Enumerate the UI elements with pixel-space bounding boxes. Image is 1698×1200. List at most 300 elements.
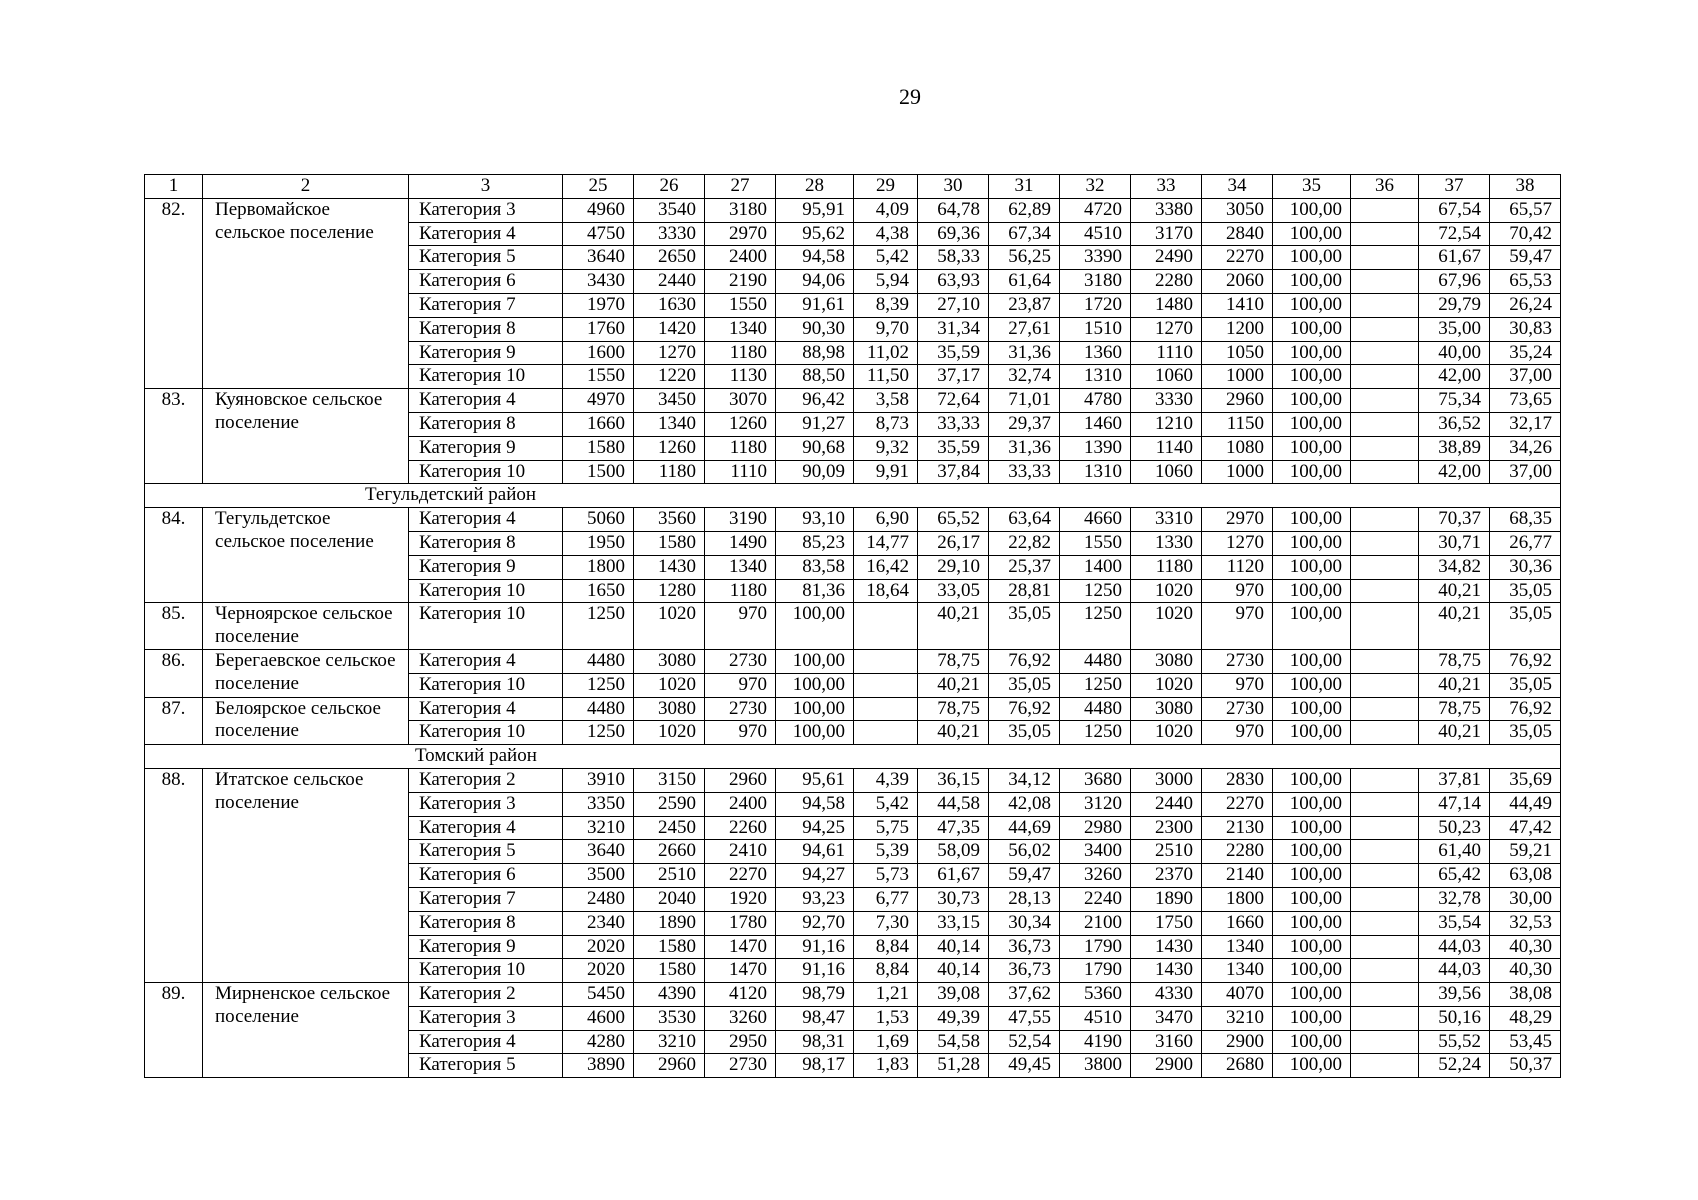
value-cell: 1580 (634, 959, 705, 983)
value-cell (1351, 1030, 1419, 1054)
value-cell: 2140 (1202, 864, 1273, 888)
value-cell: 3070 (705, 389, 776, 413)
category-cell: Категория 4 (409, 649, 563, 673)
value-cell (1351, 792, 1419, 816)
value-cell (854, 721, 918, 745)
value-cell: 5,73 (854, 864, 918, 888)
row-number: 89. (145, 983, 203, 1078)
header-cell: 28 (776, 175, 854, 199)
value-cell: 9,70 (854, 317, 918, 341)
value-cell (1351, 317, 1419, 341)
value-cell: 1340 (1202, 935, 1273, 959)
value-cell: 100,00 (1273, 365, 1351, 389)
value-cell (1351, 365, 1419, 389)
header-cell: 34 (1202, 175, 1273, 199)
value-cell: 1180 (705, 436, 776, 460)
value-cell: 3190 (705, 508, 776, 532)
value-cell: 1250 (1060, 721, 1131, 745)
value-cell: 1080 (1202, 436, 1273, 460)
value-cell (1351, 935, 1419, 959)
value-cell: 90,09 (776, 460, 854, 484)
value-cell (1351, 983, 1419, 1007)
value-cell: 1150 (1202, 412, 1273, 436)
value-cell: 35,05 (989, 603, 1060, 650)
value-cell: 58,33 (918, 246, 989, 270)
value-cell: 61,67 (918, 864, 989, 888)
value-cell: 1020 (1131, 603, 1202, 650)
value-cell: 3890 (563, 1054, 634, 1078)
header-cell: 36 (1351, 175, 1419, 199)
value-cell: 33,33 (918, 412, 989, 436)
value-cell: 35,59 (918, 436, 989, 460)
value-cell: 36,73 (989, 935, 1060, 959)
value-cell: 1950 (563, 531, 634, 555)
value-cell (1351, 864, 1419, 888)
value-cell: 37,17 (918, 365, 989, 389)
value-cell: 3800 (1060, 1054, 1131, 1078)
value-cell: 96,42 (776, 389, 854, 413)
value-cell: 100,00 (1273, 1054, 1351, 1078)
value-cell: 1430 (1131, 935, 1202, 959)
value-cell: 2020 (563, 935, 634, 959)
value-cell: 44,03 (1419, 959, 1490, 983)
value-cell: 72,54 (1419, 222, 1490, 246)
value-cell: 4,39 (854, 768, 918, 792)
value-cell: 47,55 (989, 1006, 1060, 1030)
value-cell: 2020 (563, 959, 634, 983)
value-cell: 1580 (634, 531, 705, 555)
value-cell: 14,77 (854, 531, 918, 555)
category-cell: Категория 4 (409, 508, 563, 532)
value-cell: 970 (1202, 721, 1273, 745)
value-cell: 1250 (563, 673, 634, 697)
value-cell: 100,00 (1273, 935, 1351, 959)
category-cell: Категория 9 (409, 436, 563, 460)
value-cell: 1180 (634, 460, 705, 484)
value-cell: 4750 (563, 222, 634, 246)
value-cell: 1480 (1131, 293, 1202, 317)
value-cell: 1500 (563, 460, 634, 484)
value-cell: 2040 (634, 887, 705, 911)
value-cell: 3050 (1202, 198, 1273, 222)
table-row (145, 768, 1561, 792)
value-cell: 4480 (1060, 697, 1131, 721)
value-cell: 25,37 (989, 555, 1060, 579)
category-cell: Категория 7 (409, 887, 563, 911)
value-cell: 1270 (634, 341, 705, 365)
value-cell: 2280 (1202, 840, 1273, 864)
value-cell: 94,27 (776, 864, 854, 888)
value-cell: 2340 (563, 911, 634, 935)
value-cell: 3,58 (854, 389, 918, 413)
value-cell: 31,36 (989, 341, 1060, 365)
value-cell: 3910 (563, 768, 634, 792)
header-cell: 37 (1419, 175, 1490, 199)
value-cell: 1310 (1060, 365, 1131, 389)
category-cell: Категория 10 (409, 460, 563, 484)
value-cell: 83,58 (776, 555, 854, 579)
value-cell: 50,16 (1419, 1006, 1490, 1030)
value-cell: 52,24 (1419, 1054, 1490, 1078)
value-cell: 94,58 (776, 246, 854, 270)
header-cell: 1 (145, 175, 203, 199)
settlement-name: Куяновское сельское поселение (203, 389, 409, 484)
value-cell: 2440 (634, 270, 705, 294)
value-cell: 1340 (634, 412, 705, 436)
value-cell (1351, 508, 1419, 532)
value-cell: 81,36 (776, 579, 854, 603)
category-cell: Категория 6 (409, 270, 563, 294)
value-cell: 100,00 (1273, 317, 1351, 341)
value-cell: 37,00 (1490, 460, 1561, 484)
value-cell: 35,05 (1490, 673, 1561, 697)
value-cell: 1180 (1131, 555, 1202, 579)
value-cell: 5360 (1060, 983, 1131, 1007)
value-cell: 2060 (1202, 270, 1273, 294)
value-cell: 50,23 (1419, 816, 1490, 840)
header-cell: 29 (854, 175, 918, 199)
value-cell: 1400 (1060, 555, 1131, 579)
category-cell: Категория 4 (409, 389, 563, 413)
value-cell: 1000 (1202, 365, 1273, 389)
value-cell: 2400 (705, 246, 776, 270)
value-cell: 1550 (705, 293, 776, 317)
category-cell: Категория 5 (409, 1054, 563, 1078)
value-cell: 30,36 (1490, 555, 1561, 579)
value-cell: 32,74 (989, 365, 1060, 389)
value-cell: 3210 (1202, 1006, 1273, 1030)
value-cell: 3390 (1060, 246, 1131, 270)
settlement-name: Тегульдетское сельское поселение (203, 508, 409, 603)
value-cell: 47,35 (918, 816, 989, 840)
header-cell: 27 (705, 175, 776, 199)
value-cell: 9,91 (854, 460, 918, 484)
value-cell: 2190 (705, 270, 776, 294)
value-cell: 40,21 (918, 603, 989, 650)
value-cell: 1250 (1060, 673, 1131, 697)
value-cell (1351, 460, 1419, 484)
value-cell: 3470 (1131, 1006, 1202, 1030)
value-cell: 5060 (563, 508, 634, 532)
value-cell: 2370 (1131, 864, 1202, 888)
value-cell: 2730 (705, 1054, 776, 1078)
value-cell: 51,28 (918, 1054, 989, 1078)
district-name: Тегульдетский район (145, 484, 1561, 508)
value-cell: 48,29 (1490, 1006, 1561, 1030)
value-cell: 49,45 (989, 1054, 1060, 1078)
value-cell: 44,58 (918, 792, 989, 816)
value-cell (1351, 436, 1419, 460)
value-cell: 2240 (1060, 887, 1131, 911)
value-cell: 1020 (634, 603, 705, 650)
value-cell: 1130 (705, 365, 776, 389)
value-cell: 40,21 (1419, 721, 1490, 745)
value-cell: 3170 (1131, 222, 1202, 246)
value-cell: 3310 (1131, 508, 1202, 532)
value-cell: 1600 (563, 341, 634, 365)
value-cell: 95,62 (776, 222, 854, 246)
table-row (145, 983, 1561, 1007)
category-cell: Категория 8 (409, 531, 563, 555)
value-cell: 1890 (1131, 887, 1202, 911)
value-cell: 100,00 (1273, 579, 1351, 603)
value-cell: 40,21 (1419, 579, 1490, 603)
value-cell: 40,30 (1490, 959, 1561, 983)
value-cell: 2450 (634, 816, 705, 840)
header-cell: 32 (1060, 175, 1131, 199)
category-cell: Категория 3 (409, 792, 563, 816)
category-cell: Категория 9 (409, 935, 563, 959)
row-number: 82. (145, 198, 203, 388)
value-cell: 1580 (634, 935, 705, 959)
value-cell: 1140 (1131, 436, 1202, 460)
settlement-name: Берегаевское сельское поселение (203, 649, 409, 697)
value-cell: 1330 (1131, 531, 1202, 555)
value-cell: 91,16 (776, 959, 854, 983)
value-cell: 2270 (705, 864, 776, 888)
value-cell (1351, 293, 1419, 317)
value-cell: 35,54 (1419, 911, 1490, 935)
header-cell: 31 (989, 175, 1060, 199)
value-cell: 100,00 (1273, 508, 1351, 532)
value-cell: 30,71 (1419, 531, 1490, 555)
value-cell: 67,96 (1419, 270, 1490, 294)
value-cell: 49,39 (918, 1006, 989, 1030)
value-cell: 970 (705, 721, 776, 745)
settlement-name: Итатское сельское поселение (203, 768, 409, 982)
value-cell: 29,79 (1419, 293, 1490, 317)
value-cell: 1180 (705, 341, 776, 365)
value-cell: 88,98 (776, 341, 854, 365)
value-cell: 8,39 (854, 293, 918, 317)
value-cell (1351, 673, 1419, 697)
value-cell: 28,81 (989, 579, 1060, 603)
value-cell: 35,05 (989, 673, 1060, 697)
value-cell: 63,64 (989, 508, 1060, 532)
value-cell: 47,42 (1490, 816, 1561, 840)
value-cell: 1060 (1131, 460, 1202, 484)
value-cell: 100,00 (1273, 911, 1351, 935)
value-cell: 2980 (1060, 816, 1131, 840)
category-cell: Категория 10 (409, 365, 563, 389)
value-cell: 63,08 (1490, 864, 1561, 888)
value-cell: 93,10 (776, 508, 854, 532)
value-cell: 32,78 (1419, 887, 1490, 911)
value-cell (1351, 697, 1419, 721)
value-cell: 1,69 (854, 1030, 918, 1054)
page-number: 29 (899, 84, 921, 109)
category-cell: Категория 8 (409, 911, 563, 935)
value-cell (1351, 649, 1419, 673)
district-name: Томский район (145, 745, 1561, 769)
value-cell: 5,42 (854, 792, 918, 816)
value-cell: 1050 (1202, 341, 1273, 365)
value-cell: 3560 (634, 508, 705, 532)
value-cell: 1270 (1202, 531, 1273, 555)
value-cell: 93,23 (776, 887, 854, 911)
value-cell: 4600 (563, 1006, 634, 1030)
value-cell: 100,00 (1273, 721, 1351, 745)
district-row (145, 484, 1561, 508)
value-cell (1351, 721, 1419, 745)
value-cell: 94,06 (776, 270, 854, 294)
value-cell (1351, 840, 1419, 864)
value-cell: 26,17 (918, 531, 989, 555)
value-cell: 35,59 (918, 341, 989, 365)
header-cell: 25 (563, 175, 634, 199)
value-cell: 91,16 (776, 935, 854, 959)
category-cell: Категория 4 (409, 816, 563, 840)
value-cell: 1720 (1060, 293, 1131, 317)
value-cell: 1250 (563, 721, 634, 745)
value-cell: 100,00 (1273, 222, 1351, 246)
value-cell: 1270 (1131, 317, 1202, 341)
value-cell: 3080 (634, 697, 705, 721)
value-cell: 3680 (1060, 768, 1131, 792)
row-number: 85. (145, 603, 203, 650)
category-cell: Категория 7 (409, 293, 563, 317)
value-cell: 1780 (705, 911, 776, 935)
value-cell: 1060 (1131, 365, 1202, 389)
value-cell: 37,84 (918, 460, 989, 484)
value-cell: 100,00 (1273, 649, 1351, 673)
value-cell: 2900 (1202, 1030, 1273, 1054)
value-cell: 35,05 (1490, 721, 1561, 745)
value-cell: 35,05 (989, 721, 1060, 745)
value-cell: 100,00 (1273, 816, 1351, 840)
value-cell: 3430 (563, 270, 634, 294)
value-cell: 1970 (563, 293, 634, 317)
value-cell: 1470 (705, 959, 776, 983)
value-cell: 22,82 (989, 531, 1060, 555)
value-cell: 100,00 (776, 673, 854, 697)
category-cell: Категория 10 (409, 579, 563, 603)
header-cell: 26 (634, 175, 705, 199)
value-cell: 78,75 (1419, 649, 1490, 673)
value-cell: 3120 (1060, 792, 1131, 816)
value-cell: 2270 (1202, 246, 1273, 270)
value-cell: 4720 (1060, 198, 1131, 222)
value-cell: 1020 (1131, 579, 1202, 603)
value-cell: 2660 (634, 840, 705, 864)
value-cell: 2900 (1131, 1054, 1202, 1078)
value-cell: 100,00 (1273, 697, 1351, 721)
value-cell: 90,68 (776, 436, 854, 460)
settlement-name: Мирненское сельское поселение (203, 983, 409, 1078)
value-cell: 38,08 (1490, 983, 1561, 1007)
value-cell: 4330 (1131, 983, 1202, 1007)
value-cell: 55,52 (1419, 1030, 1490, 1054)
value-cell: 1790 (1060, 959, 1131, 983)
value-cell: 100,00 (1273, 864, 1351, 888)
value-cell: 100,00 (1273, 555, 1351, 579)
header-cell: 3 (409, 175, 563, 199)
value-cell: 1660 (563, 412, 634, 436)
category-cell: Категория 6 (409, 864, 563, 888)
value-cell (1351, 222, 1419, 246)
value-cell: 65,57 (1490, 198, 1561, 222)
value-cell: 3000 (1131, 768, 1202, 792)
category-cell: Категория 4 (409, 1030, 563, 1054)
value-cell: 100,00 (1273, 959, 1351, 983)
value-cell: 9,32 (854, 436, 918, 460)
value-cell: 34,12 (989, 768, 1060, 792)
value-cell: 5,75 (854, 816, 918, 840)
value-cell: 30,00 (1490, 887, 1561, 911)
value-cell: 3160 (1131, 1030, 1202, 1054)
value-cell: 98,17 (776, 1054, 854, 1078)
value-cell: 1210 (1131, 412, 1202, 436)
value-cell: 4280 (563, 1030, 634, 1054)
value-cell: 1390 (1060, 436, 1131, 460)
row-number: 86. (145, 649, 203, 697)
value-cell: 4390 (634, 983, 705, 1007)
value-cell: 6,90 (854, 508, 918, 532)
settlement-name: Первомайское сельское поселение (203, 198, 409, 388)
table-row (145, 198, 1561, 222)
value-cell: 2970 (1202, 508, 1273, 532)
value-cell: 54,58 (918, 1030, 989, 1054)
category-cell: Категория 4 (409, 697, 563, 721)
header-cell: 35 (1273, 175, 1351, 199)
category-cell: Категория 9 (409, 341, 563, 365)
value-cell: 1110 (705, 460, 776, 484)
value-cell: 38,89 (1419, 436, 1490, 460)
value-cell: 1120 (1202, 555, 1273, 579)
value-cell: 3080 (1131, 649, 1202, 673)
value-cell: 5,94 (854, 270, 918, 294)
value-cell: 1410 (1202, 293, 1273, 317)
value-cell: 100,00 (776, 721, 854, 745)
value-cell (1351, 887, 1419, 911)
value-cell: 90,30 (776, 317, 854, 341)
value-cell: 5,39 (854, 840, 918, 864)
row-number: 87. (145, 697, 203, 745)
value-cell: 4120 (705, 983, 776, 1007)
value-cell: 39,56 (1419, 983, 1490, 1007)
value-cell: 1800 (1202, 887, 1273, 911)
value-cell: 5,42 (854, 246, 918, 270)
value-cell (1351, 911, 1419, 935)
value-cell: 100,00 (1273, 1030, 1351, 1054)
value-cell: 100,00 (1273, 1006, 1351, 1030)
value-cell: 40,14 (918, 935, 989, 959)
value-cell (1351, 768, 1419, 792)
value-cell: 1890 (634, 911, 705, 935)
value-cell: 100,00 (1273, 840, 1351, 864)
value-cell (1351, 603, 1419, 650)
table-row (145, 603, 1561, 650)
value-cell: 8,84 (854, 935, 918, 959)
value-cell: 91,61 (776, 293, 854, 317)
value-cell: 28,13 (989, 887, 1060, 911)
value-cell: 32,53 (1490, 911, 1561, 935)
value-cell (1351, 389, 1419, 413)
value-cell: 40,21 (1419, 673, 1490, 697)
value-cell: 34,26 (1490, 436, 1561, 460)
value-cell: 3210 (634, 1030, 705, 1054)
value-cell (854, 649, 918, 673)
value-cell: 2130 (1202, 816, 1273, 840)
value-cell: 47,14 (1419, 792, 1490, 816)
value-cell: 33,15 (918, 911, 989, 935)
value-cell: 1020 (634, 673, 705, 697)
value-cell: 61,67 (1419, 246, 1490, 270)
value-cell: 53,45 (1490, 1030, 1561, 1054)
value-cell: 65,42 (1419, 864, 1490, 888)
value-cell: 40,30 (1490, 935, 1561, 959)
value-cell: 71,01 (989, 389, 1060, 413)
